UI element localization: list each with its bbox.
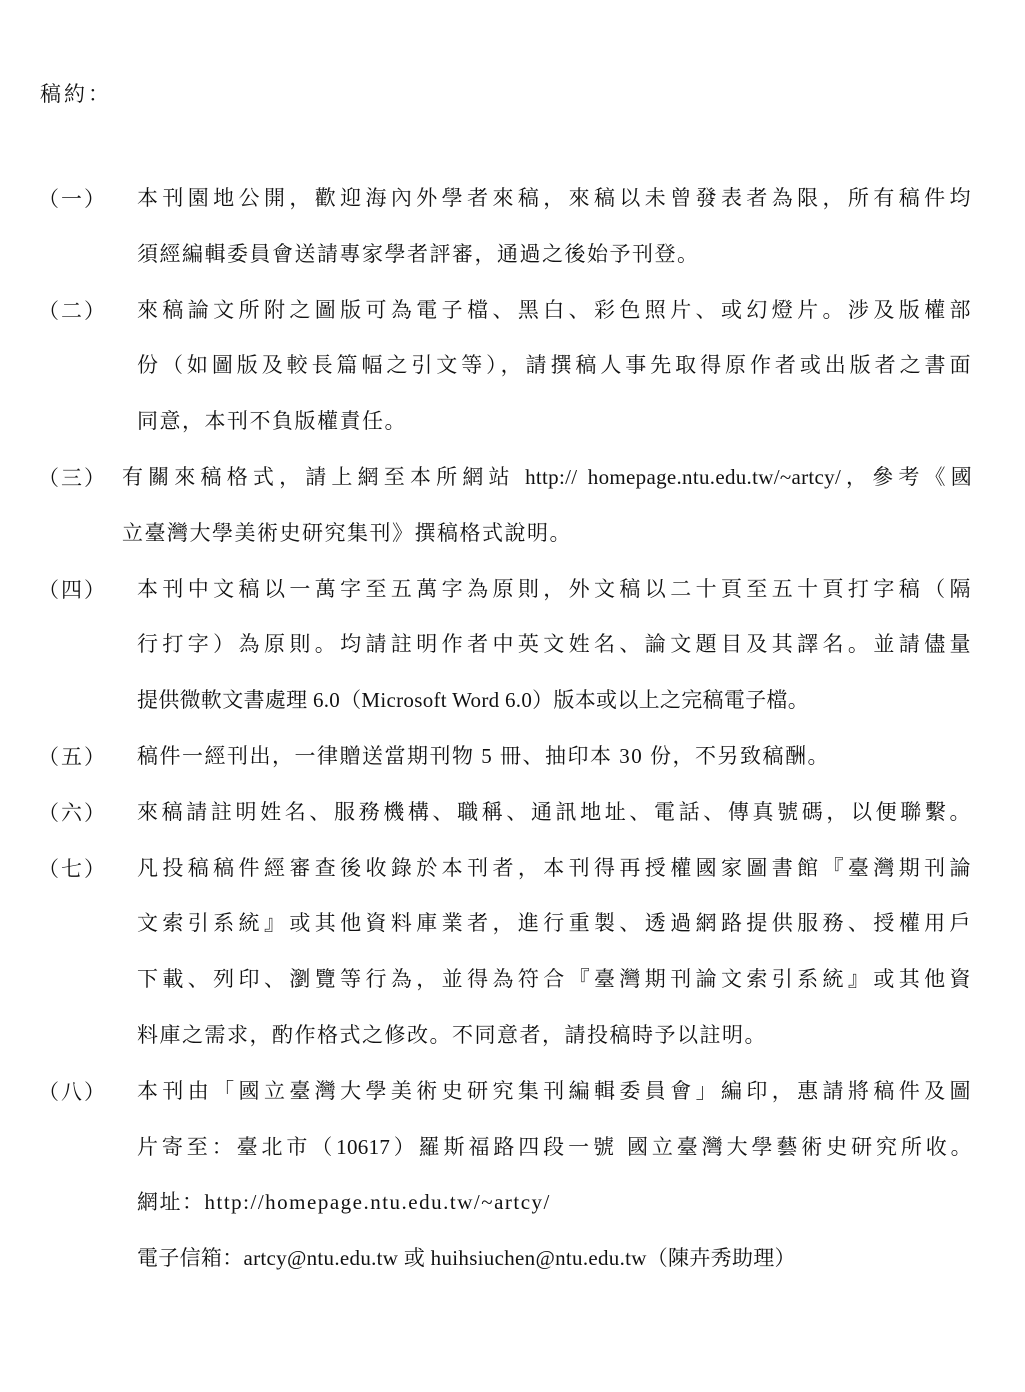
item-label: （五）: [38, 744, 107, 769]
guideline-item-3: [0, 450, 1025, 562]
item-line: 下載、列印、瀏覽等行為，並得為符合『臺灣期刊論文索引系統』或其他資: [137, 967, 972, 992]
item-line: 片寄至：臺北市（10617）羅斯福路四段一號 國立臺灣大學藝術史研究所收。: [137, 1134, 972, 1159]
guideline-item-5: [0, 729, 1025, 785]
item-line: 行打字）為原則。均請註明作者中英文姓名、論文題目及其譯名。並請儘量: [137, 632, 972, 657]
guideline-item-8: [0, 1064, 1025, 1287]
item-line: 本刊由「國立臺灣大學美術史研究集刊編輯委員會」編印，惠請將稿件及圖: [137, 1078, 972, 1103]
item-line: 稿件一經刊出，一律贈送當期刊物 5 冊、抽印本 30 份，不另致稿酬。: [137, 743, 830, 768]
item-line: 提供微軟文書處理 6.0（Microsoft Word 6.0）版本或以上之完稿電子檔。: [137, 688, 810, 713]
email-line: 電子信箱：artcy@ntu.edu.tw 或 huihsiuchen@ntu.edu.tw（陳卉秀助理）: [137, 1246, 796, 1271]
item-line: 文索引系統』或其他資料庫業者，進行重製、透過網路提供服務、授權用戶: [137, 911, 972, 936]
website-line: 網址：http://homepage.ntu.edu.tw/~artcy/: [137, 1190, 551, 1215]
item-label: （八）: [38, 1079, 107, 1104]
guideline-item-6: [0, 785, 1025, 841]
item-line: 有關來稿格式，請上網至本所網站 http:// homepage.ntu.edu.tw/~artcy/，參考《國: [122, 464, 972, 489]
guideline-item-1: [0, 171, 1025, 283]
item-line: 立臺灣大學美術史研究集刊》撰稿格式說明。: [122, 520, 572, 545]
item-label: （二）: [38, 298, 107, 323]
item-line: 來稿請註明姓名、服務機構、職稱、通訊地址、電話、傳真號碼，以便聯繫。: [137, 799, 972, 824]
item-label: （七）: [38, 856, 107, 881]
item-label: （四）: [38, 577, 107, 602]
item-line: 須經編輯委員會送請專家學者評審，通過之後始予刊登。: [137, 241, 700, 266]
item-label: （一）: [38, 187, 107, 211]
item-line: 同意，本刊不負版權責任。: [137, 409, 407, 434]
item-line: 本刊中文稿以一萬字至五萬字為原則，外文稿以二十頁至五十頁打字稿（隔: [137, 576, 972, 601]
page-title: 稿約：: [40, 82, 112, 106]
item-label: （六）: [38, 800, 107, 825]
item-label: （三）: [38, 465, 107, 490]
guideline-item-2: [0, 283, 1025, 450]
submission-guidelines: [0, 171, 1025, 1287]
guideline-item-7: [0, 841, 1025, 1064]
item-line: 凡投稿稿件經審查後收錄於本刊者，本刊得再授權國家圖書館『臺灣期刊論: [137, 855, 972, 880]
item-line: 來稿論文所附之圖版可為電子檔、黑白、彩色照片、或幻燈片。涉及版權部: [137, 297, 972, 322]
item-line: 料庫之需求，酌作格式之修改。不同意者，請投稿時予以註明。: [137, 1022, 767, 1047]
item-line: 份（如圖版及較長篇幅之引文等），請撰稿人事先取得原作者或出版者之書面: [137, 353, 972, 378]
guideline-item-4: [0, 562, 1025, 729]
item-line: 本刊園地公開，歡迎海內外學者來稿，來稿以未曾發表者為限，所有稿件均: [137, 186, 972, 210]
